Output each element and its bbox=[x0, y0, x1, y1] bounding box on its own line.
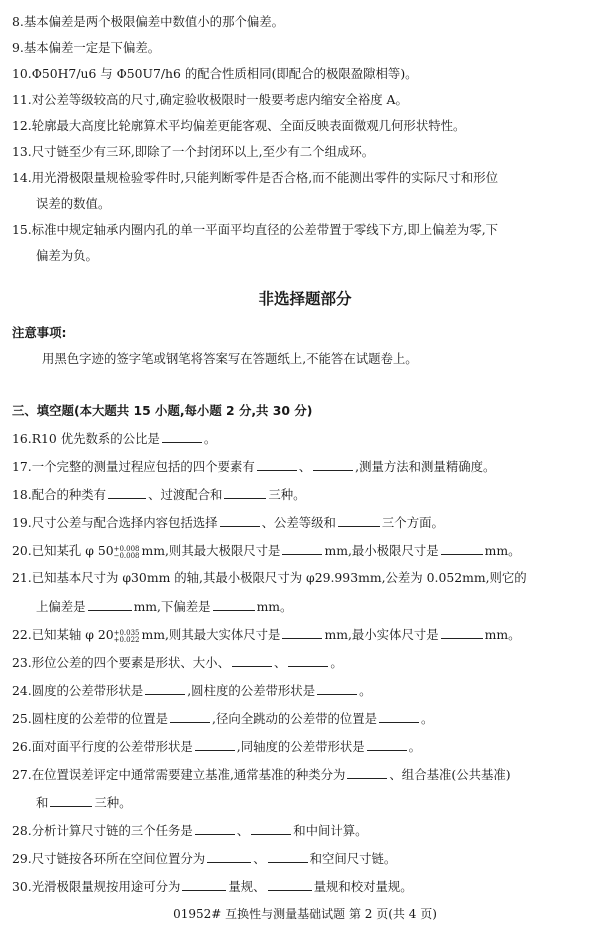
judgment-item-15-cont: 偏差为负。 bbox=[36, 248, 98, 263]
answer-blank[interactable] bbox=[162, 430, 202, 443]
judgment-item-13: 13.尺寸链至少有三环,即除了一个封闭环以上,至少有二个组成环。 bbox=[12, 144, 375, 159]
answer-blank[interactable] bbox=[232, 654, 272, 667]
question-30: 30.光滑极限量规按用途可分为 量规、 量规和校对量规。 bbox=[12, 879, 413, 894]
question-20: 20.已知某孔 φ 50 +0.008 −0.008 mm,则其最大极限尺寸是 mm,最小极限尺寸是 mm。 bbox=[12, 543, 521, 560]
answer-blank[interactable] bbox=[88, 598, 132, 611]
notice-text: 用黑色字迹的签字笔或钢笔将答案写在答题纸上,不能答在试题卷上。 bbox=[42, 351, 418, 366]
question-18: 18.配合的种类有 、过渡配合和 三种。 bbox=[12, 487, 306, 502]
answer-blank[interactable] bbox=[207, 850, 251, 863]
tolerance-limits: +0.035 +0.022 bbox=[113, 629, 140, 644]
answer-blank[interactable] bbox=[268, 850, 308, 863]
question-28: 28.分析计算尺寸链的三个任务是 、 和中间计算。 bbox=[12, 823, 368, 838]
answer-blank[interactable] bbox=[213, 598, 255, 611]
answer-blank[interactable] bbox=[338, 514, 380, 527]
judgment-item-14: 14.用光滑极限量规检验零件时,只能判断零件是否合格,而不能测出零件的实际尺寸和形位 bbox=[12, 170, 499, 185]
judgment-item-10: 10.Φ50H7/u6 与 Φ50U7/h6 的配合性质相同(即配合的极限盈隙相等)。 bbox=[12, 66, 418, 81]
question-19: 19.尺寸公差与配合选择内容包括选择 、公差等级和 三个方面。 bbox=[12, 515, 444, 530]
answer-blank[interactable] bbox=[145, 682, 185, 695]
question-21: 21.已知基本尺寸为 φ30mm 的轴,其最小极限尺寸为 φ29.993mm,公差为 0.052mm,则它的 bbox=[12, 570, 527, 585]
question-16: 16.R10 优先数系的公比是 。 bbox=[12, 431, 217, 446]
judgment-item-12: 12.轮廓最大高度比轮廓算术平均偏差更能客观、全面反映表面微观几何形状特性。 bbox=[12, 118, 466, 133]
answer-blank[interactable] bbox=[347, 766, 387, 779]
question-26: 26.面对面平行度的公差带形状是 ,同轴度的公差带形状是 。 bbox=[12, 739, 422, 754]
question-17: 17.一个完整的测量过程应包括的四个要素有 、 ,测量方法和测量精确度。 bbox=[12, 459, 496, 474]
answer-blank[interactable] bbox=[224, 486, 266, 499]
judgment-item-11: 11.对公差等级较高的尺寸,确定验收极限时一般要考虑内缩安全裕度 A。 bbox=[12, 92, 408, 107]
answer-blank[interactable] bbox=[441, 626, 483, 639]
answer-blank[interactable] bbox=[182, 878, 226, 891]
answer-blank[interactable] bbox=[220, 514, 260, 527]
question-27-cont: 和 三种。 bbox=[36, 795, 132, 810]
answer-blank[interactable] bbox=[288, 654, 328, 667]
answer-blank[interactable] bbox=[367, 738, 407, 751]
judgment-item-9: 9.基本偏差一定是下偏差。 bbox=[12, 40, 161, 55]
answer-blank[interactable] bbox=[317, 682, 357, 695]
answer-blank[interactable] bbox=[282, 542, 322, 555]
notice-heading: 注意事项: bbox=[12, 325, 67, 340]
answer-blank[interactable] bbox=[441, 542, 483, 555]
answer-blank[interactable] bbox=[379, 710, 419, 723]
page-footer: 01952# 互换性与测量基础试题 第 2 页(共 4 页) bbox=[173, 907, 437, 921]
question-21-cont: 上偏差是 mm,下偏差是 mm。 bbox=[36, 599, 293, 614]
fill-section-heading: 三、填空题(本大题共 15 小题,每小题 2 分,共 30 分) bbox=[12, 403, 313, 418]
judgment-item-8: 8.基本偏差是两个极限偏差中数值小的那个偏差。 bbox=[12, 14, 285, 29]
answer-blank[interactable] bbox=[170, 710, 210, 723]
question-24: 24.圆度的公差带形状是 ,圆柱度的公差带形状是 。 bbox=[12, 683, 372, 698]
question-27: 27.在位置误差评定中通常需要建立基准,通常基准的种类分为 、组合基准(公共基准) bbox=[12, 767, 511, 782]
answer-blank[interactable] bbox=[195, 738, 235, 751]
answer-blank[interactable] bbox=[251, 822, 291, 835]
answer-blank[interactable] bbox=[313, 458, 353, 471]
question-22: 22.已知某轴 φ 20 +0.035 +0.022 mm,则其最大实体尺寸是 mm,最小实体尺寸是 mm。 bbox=[12, 627, 521, 644]
answer-blank[interactable] bbox=[50, 794, 92, 807]
answer-blank[interactable] bbox=[268, 878, 312, 891]
answer-blank[interactable] bbox=[108, 486, 146, 499]
judgment-item-15: 15.标准中规定轴承内圈内孔的单一平面平均直径的公差带置于零线下方,即上偏差为零,下 bbox=[12, 222, 499, 237]
answer-blank[interactable] bbox=[195, 822, 235, 835]
answer-blank[interactable] bbox=[257, 458, 297, 471]
question-23: 23.形位公差的四个要素是形状、大小、 、 。 bbox=[12, 655, 343, 670]
question-29: 29.尺寸链按各环所在空间位置分为 、 和空间尺寸链。 bbox=[12, 851, 397, 866]
section-title: 非选择题部分 bbox=[258, 290, 352, 308]
tolerance-limits: +0.008 −0.008 bbox=[113, 545, 140, 560]
answer-blank[interactable] bbox=[282, 626, 322, 639]
question-25: 25.圆柱度的公差带的位置是 ,径向全跳动的公差带的位置是 。 bbox=[12, 711, 434, 726]
judgment-item-14-cont: 误差的数值。 bbox=[36, 196, 111, 211]
